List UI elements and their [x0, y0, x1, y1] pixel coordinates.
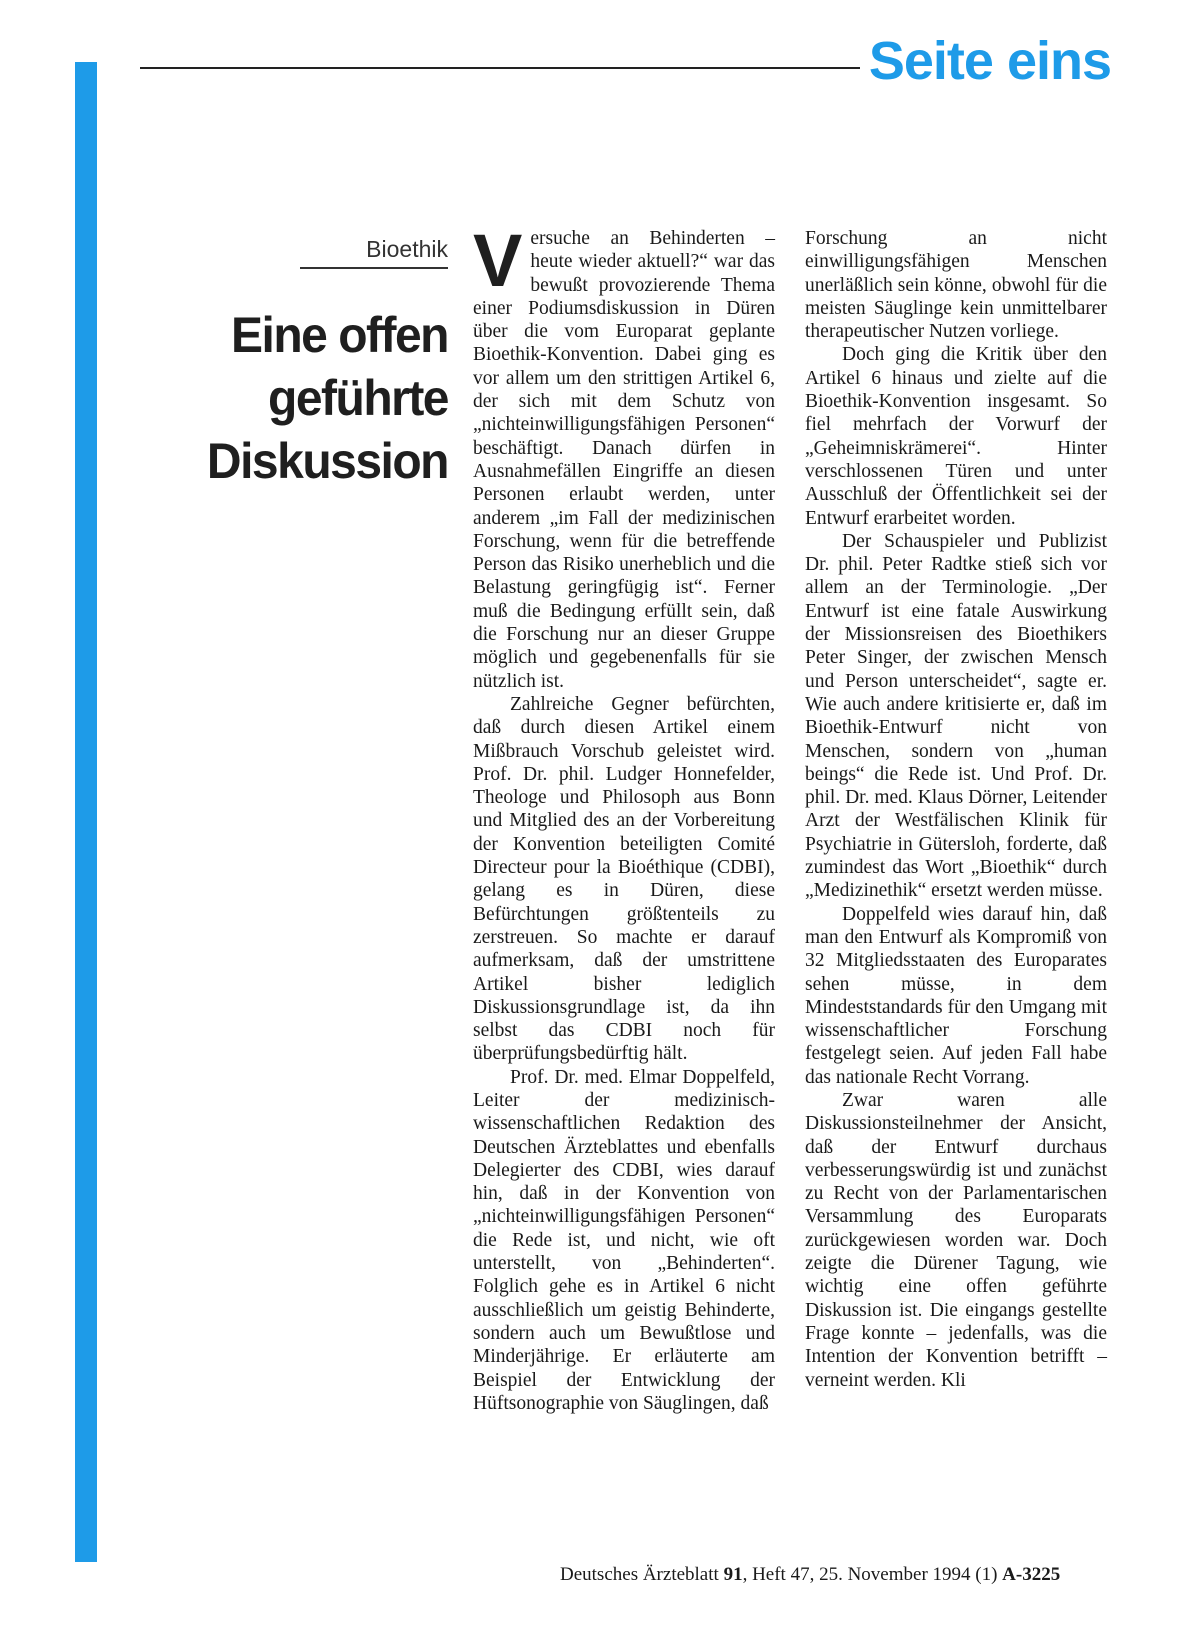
- accent-side-bar: [75, 62, 97, 1562]
- paragraph: Forschung an nicht einwilligungsfähigen Menschen unerläßlich sein könne, obwohl für die meisten Säuglinge kein unmittelbarer therapeutischer Nutzen vorliege.: [805, 228, 1107, 343]
- page-number: A-3225: [1002, 1564, 1061, 1585]
- headline-line: geführte: [268, 371, 448, 427]
- paragraph: Prof. Dr. med. Elmar Doppelfeld, Leiter der medizinisch-wissenschaftlichen Redaktion des Deutschen Ärzteblattes und ebenfalls Delegierter des CDBI, wies darauf hin, daß in der Konvention von „nichteinwilligungsfähigen Personen“ die Rede ist, und nicht, wie oft unterstellt, von „Behinderten“. Folglich gehe es in Artikel 6 nicht ausschließlich um geistig Behinderte, sondern auch um Bewußtlose und Minderjährige. Er erläuterte am Beispiel der Entwicklung der Hüftsonographie von Säuglingen, daß: [473, 1066, 775, 1414]
- paragraph: Doppelfeld wies darauf hin, daß man den Entwurf als Kompromiß von 32 Mitgliedsstaaten des Europarates sehen müsse, in dem Mindeststandards für den Umgang mit wissenschaftlicher Forschung festgelegt seien. Auf jeden Fall habe das nationale Recht Vorrang.: [805, 903, 1107, 1088]
- issue-info: , Heft 47, 25. November 1994 (1): [742, 1564, 998, 1585]
- headline-line: Eine offen: [230, 308, 448, 364]
- article-headline: [150, 305, 448, 494]
- header-rule: [140, 67, 860, 69]
- article-kicker: Bioethik: [300, 238, 448, 269]
- paragraph: Zahlreiche Gegner befürchten, daß durch diesen Artikel einem Mißbrauch Vorschub geleistet wird. Prof. Dr. phil. Ludger Honnefelder, Theologe und Philosoph aus Bonn und Mitglied des an der Vorbereitung der Konvention beteiligten Comité Directeur pour la Bioéthique (CDBI), gelang es in Düren, diese Befürchtungen größtenteils zu zerstreuen. So machte er darauf aufmerksam, daß der umstrittene Artikel bisher lediglich Diskussionsgrundlage ist, da ihn selbst das CDBI noch für überprüfungsbedürftig hält.: [473, 693, 775, 1065]
- paragraph: Zwar waren alle Diskussionsteilnehmer der Ansicht, daß der Entwurf durchaus verbesserungswürdig ist und zunächst zu Recht von der Parlamentarischen Versammlung des Europarats zurückgewiesen worden war. Doch zeigte die Dürener Tagung, wie wichtig eine offen geführte Diskussion ist. Die eingangs gestellte Frage konnte – jedenfalls, was die Intention der Konvention betrifft – verneint werden. Kli: [805, 1089, 1107, 1391]
- section-title: Seite eins: [868, 31, 1111, 91]
- journal-name: Deutsches Ärzteblatt: [560, 1564, 719, 1585]
- paragraph: Der Schauspieler und Publizist Dr. phil. Peter Radtke stieß sich vor allem an der Terminologie. „Der Entwurf ist eine fatale Auswirkung der Missionsreisen des Bioethikers Peter Singer, der zwischen Mensch und Person unterscheidet“, sagte er. Wie auch andere kritisierte er, daß im Bioethik-Entwurf nicht von Menschen, sondern von „human beings“ die Rede ist. Und Prof. Dr. phil. Dr. med. Klaus Dörner, Leitender Arzt der Westfälischen Klinik für Psychiatrie in Gütersloh, forderte, daß zumindest das Wort „Bioethik“ durch „Medizinethik“ ersetzt werden müsse.: [805, 530, 1107, 902]
- headline-line: Diskussion: [206, 434, 448, 490]
- paragraph: [473, 219, 775, 693]
- article-column-1: [473, 219, 775, 1415]
- page-footer: [560, 1564, 1100, 1586]
- paragraph-text: ersuche an Behinderten – heute wieder aktuell?“ war das bewußt provozierende Thema einer Podiumsdiskussion in Düren über die vom Europarat geplante Bioethik-Konvention. Dabei ging es vor allem um den strittigen Artikel 6, der sich mit dem Schutz von „nichteinwilligungsfähigen Personen“ beschäftigt. Danach dürfen in Ausnahmefällen Eingriffe an diesen Personen erlaubt werden, unter anderem „im Fall der medizinischen Forschung, wenn für die betreffende Person das Risiko unerheblich und die Belastung geringfügig ist“. Ferner muß die Bedingung erfüllt sein, daß die Forschung nur an dieser Gruppe möglich und gegebenenfalls für sie nützlich ist.: [473, 228, 775, 692]
- drop-cap: V: [473, 219, 523, 302]
- journal-volume: 91: [723, 1564, 743, 1585]
- article-column-2: [805, 227, 1107, 1392]
- paragraph: Doch ging die Kritik über den Artikel 6 hinaus und zielte auf die Bioethik-Konvention insgesamt. So fiel mehrfach der Vorwurf der „Geheimniskrämerei“. Hinter verschlossenen Türen und unter Ausschluß der Öffentlichkeit sei der Entwurf erarbeitet worden.: [805, 344, 1107, 529]
